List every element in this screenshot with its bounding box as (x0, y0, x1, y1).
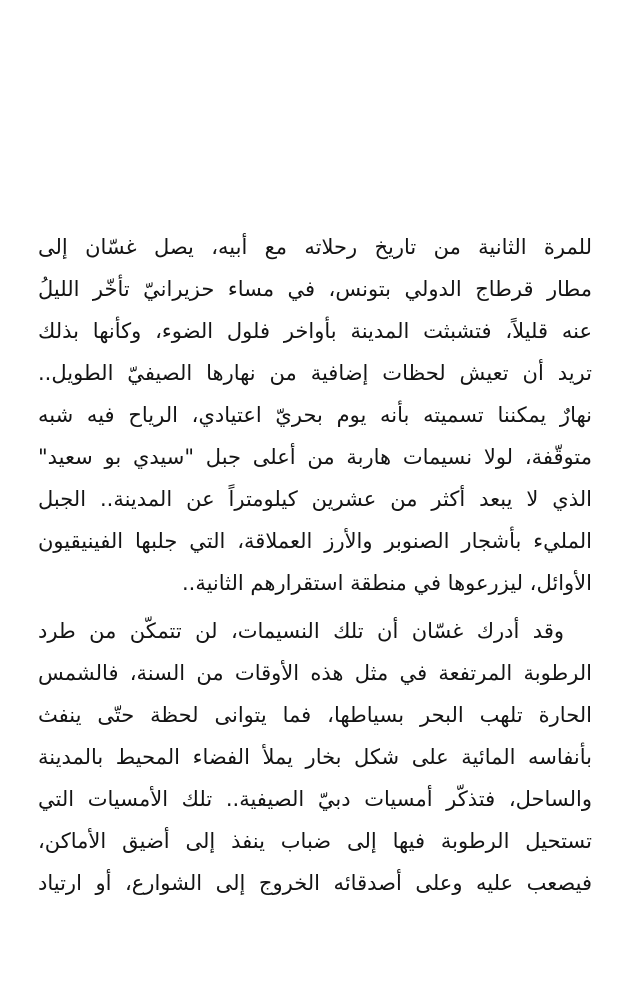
text-line: الذي لا يبعد أكثر من عشرين كيلومتراً عن المدينة.. الجبل (38, 487, 592, 511)
paragraph-1 (38, 226, 592, 604)
text-line: وقد أدرك غسّان أن تلك النسيمات، لن تتمكّن من طرد (38, 619, 564, 643)
text-line: للمرة الثانية من تاريخ رحلاته مع أبيه، يصل غسّان إلى (38, 235, 592, 259)
text-line: مطار قرطاج الدولي بتونس، في مساء حزيرانيّ تأخّر الليلُ (38, 277, 592, 301)
text-line: تريد أن تعيش لحظات إضافية من نهارها الصيفيّ الطويل.. (38, 361, 592, 385)
text-line: عنه قليلاً، فتشبثت المدينة بأواخر فلول الضوء، وكأنها بذلك (38, 319, 592, 343)
text-line: تستحيل الرطوبة فيها إلى ضباب ينفذ إلى أضيق الأماكن، (38, 829, 592, 853)
text-line: نهارٌ يمكننا تسميته بأنه يوم بحريّ اعتيادي، الرياح فيه شبه (38, 403, 592, 427)
text-line: متوقّفة، لولا نسيمات هاربة من أعلى جبل "سيدي بو سعيد" (38, 445, 592, 469)
text-line: والساحل، فتذكّر أمسيات دبيّ الصيفية.. تلك الأمسيات التي (38, 787, 592, 811)
text-line: الحارة تلهب البحر بسياطها، فما يتوانى لحظة حتّى ينفث (38, 703, 592, 727)
text-line: فيصعب عليه وعلى أصدقائه الخروج إلى الشوارع، أو ارتياد (38, 871, 592, 895)
text-line: بأنفاسه المائية على شكل بخار يملأ الفضاء المحيط بالمدينة (38, 745, 592, 769)
text-line: الأوائل، ليزرعوها في منطقة استقرارهم الثانية.. (181, 571, 592, 595)
text-line: المليء بأشجار الصنوبر والأرز العملاقة، التي جلبها الفينيقيون (38, 529, 592, 553)
text-line: الرطوبة المرتفعة في مثل هذه الأوقات من السنة، فالشمس (38, 661, 592, 685)
paragraph-2 (38, 610, 592, 904)
